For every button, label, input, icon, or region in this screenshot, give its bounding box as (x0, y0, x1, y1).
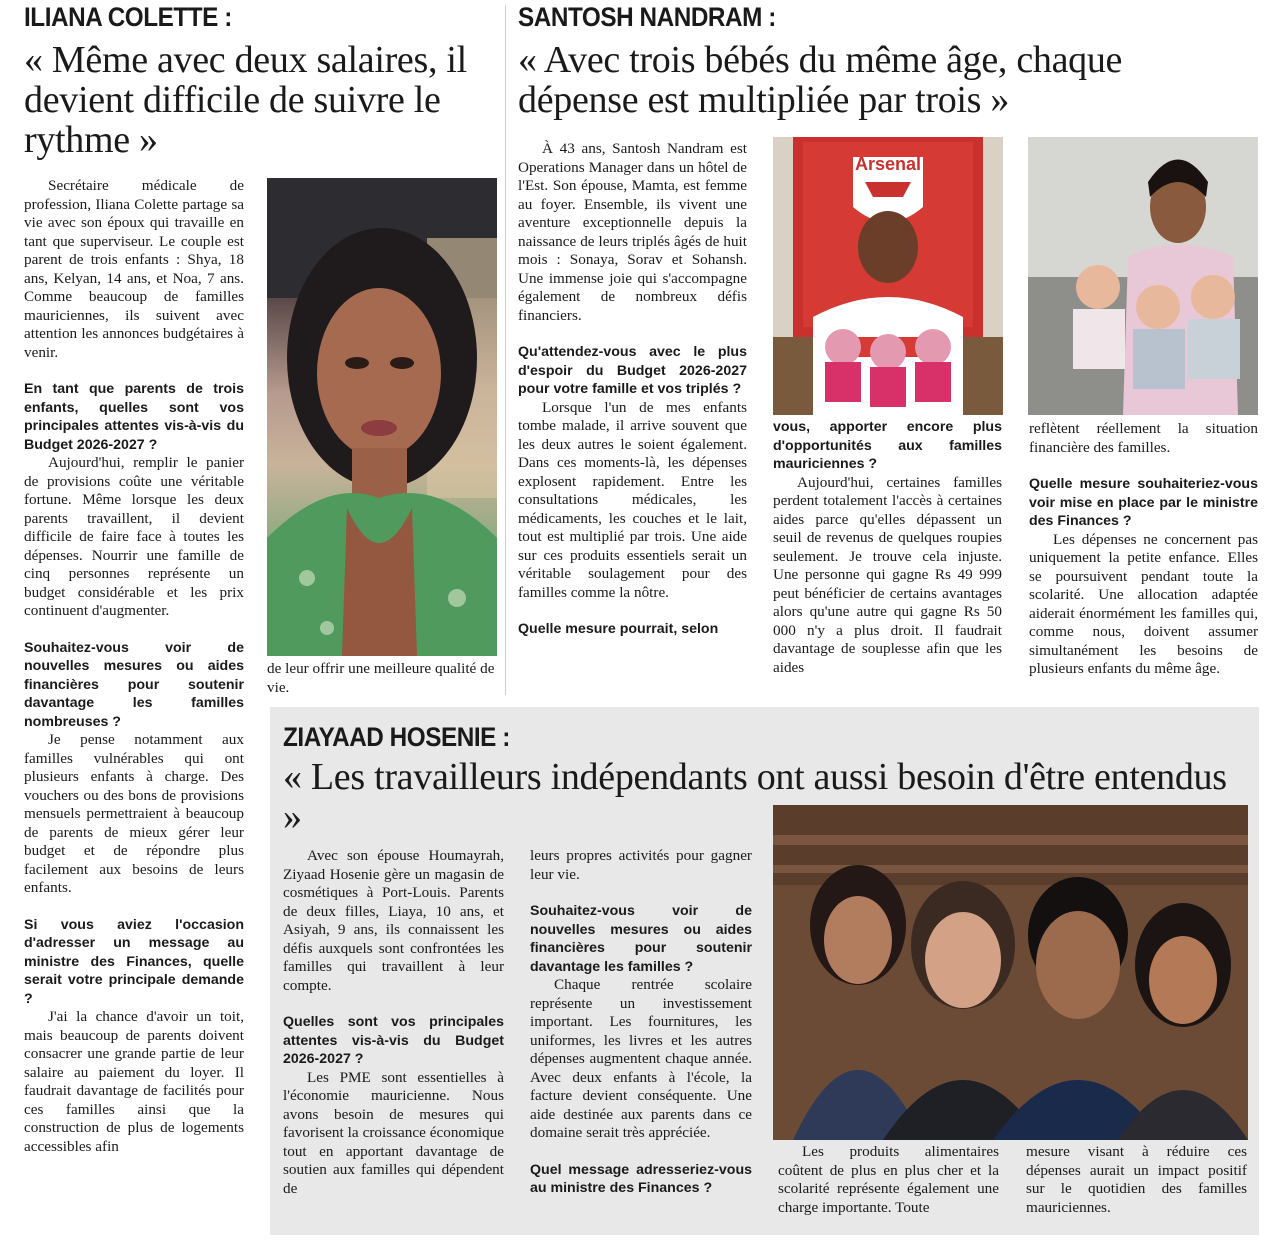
ziyaad-name: ZIAYAAD HOSENIE : (283, 722, 510, 752)
arsenal-logo-text: Arsenal (854, 154, 922, 174)
mother-triplets-illustration (1028, 137, 1258, 415)
ziyaad-question-3: Quel message adresseriez-vous au ministre des Finances ? (530, 1161, 752, 1196)
iliana-answer-1: Aujourd'hui, remplir le panier de provisions coûte une véritable fortune. Même lorsque les deux parents travaillent, il devient difficile de faire face à toutes les dépenses. Nourrir une famille de cinq personnes représente un budget considérable et les prix continuent d'augmenter. (24, 454, 244, 619)
santosh-photo-mother (1028, 137, 1258, 415)
santosh-question-3: Quelle mesure souhaiteriez-vous voir mise en place par le ministre des Finances ? (1029, 476, 1258, 529)
ziyaad-answer-2: Chaque rentrée scolaire représente un investissement important. Les fournitures, les uniformes, les livres et les autres dépenses augmentent chaque année. Avec deux enfants à l'école, la facture devient conséquente. Une aide destinée aux parents dans ce domaine serait très appréciée. (530, 976, 752, 1141)
santosh-intro: À 43 ans, Santosh Nandram est Operations Manager dans un hôtel de l'Est. Son épouse, Mamta, est femme au foyer. Ensemble, ils vivent une aventure exceptionnelle depuis la naissance de leurs triplés âgés de huit mois : Sonaya, Sorav et Sohansh. Une immense joie qui s'accompagne également de nombreux défis financiers. (518, 140, 747, 324)
santosh-answer-2: Aujourd'hui, certaines familles perdent totalement l'accès à certaines aides parce qu'elles dépassent un seuil de revenus de quelques roupies seulement. Je trouve cela injuste. Une personne qui gagne Rs 49 999 peut bénéficier de certains avantages alors qu'une autre qui gagne Rs 50 000 n'y a plus droit. Il faudrait davantage de souplesse afin que les aides (773, 473, 1002, 676)
ziyaad-answer-3-end: mesure visant à réduire ces dépenses aurait un impact positif sur le quotidien des familles mauriciennes. (1026, 1143, 1247, 1216)
ziyaad-answer-1: Les PME sont essentielles à l'économie mauricienne. Nous avons besoin de mesures qui favorisent la croissance économique tout en apportant davantage de soutien aux familles qui dépendent de (283, 1068, 504, 1197)
ziyaad-question-2: Souhaitez-vous voir de nouvelles mesures ou aides financières pour soutenir davantage les familles ? (530, 903, 752, 975)
iliana-continuation: de leur offrir une meilleure qualité de vie. (267, 660, 495, 696)
iliana-answer-2: Je pense notamment aux familles vulnérables qui ont plusieurs enfants à charge. Des vouchers ou des bons de provisions mensuels permettraient à beaucoup de parents de mieux gérer leur budget et de répondre plus facilement aux besoins de leurs enfants. (24, 731, 244, 896)
ziyaad-intro: Avec son épouse Houmayrah, Ziyaad Hosenie gère un magasin de cosmétiques à Port-Louis. Parents de deux filles, Liaya, 10 ans, et Asiyah, 9 ans, ils connaissent les défis auxquels sont confrontées les familles qui travaillent à leur compte. (283, 847, 504, 994)
santosh-question-1: Qu'attendez-vous avec le plus d'espoir du Budget 2026-2027 pour votre famille et vos triplés ? (518, 344, 747, 397)
ziyaad-answer-3-start: Les produits alimentaires coûtent de plus en plus cher et la scolarité représente également une charge importante. Toute (778, 1143, 999, 1216)
santosh-col-1 (518, 140, 747, 639)
iliana-question-2: Souhaitez-vous voir de nouvelles mesures ou aides financières pour soutenir davantage les familles nombreuses ? (24, 639, 244, 730)
ziyaad-col-3 (778, 1143, 999, 1217)
santosh-question-2-start: Quelle mesure pourrait, selon (518, 621, 719, 637)
santosh-answer-3: Les dépenses ne concernent pas uniquement la petite enfance. Elles se poursuivent pendant toute la scolarité. Une allocation adaptée aiderait énormément les familles qui, comme nous, doivent assumer simultanément les besoins de plusieurs enfants du même âge. (1029, 530, 1258, 677)
santosh-name: SANTOSH NANDRAM : (518, 2, 776, 32)
santosh-photo-father (773, 137, 1003, 415)
iliana-photo (267, 178, 497, 656)
iliana-question-3: Si vous aviez l'occasion d'adresser un message au ministre des Finances, quelle serait votre principale demande ? (24, 916, 244, 1007)
santosh-answer-1: Lorsque l'un de mes enfants tombe malade, il arrive souvent que les deux autres le soient également. Dans ces moments-là, les dépenses explosent rapidement. Entre les consultations médicales, les médicaments, les couches et le lait, tout est multiplié par trois. Une aide sur ces produits essentiels serait un véritable soulagement pour des familles comme la nôtre. (518, 398, 747, 601)
iliana-intro: Secrétaire médicale de profession, Iliana Colette partage sa vie avec son époux qui travaille en tant que superviseur. Le couple est parent de trois enfants : Shya, 18 ans, Kelyan, 14 ans, et Noa, 7 ans. Comme beaucoup de familles mauriciennes, ils suivent avec attention les annonces budgétaires à venir. En tant que parents de trois enfants, quelles sont vos principales attentes vis-à-vis du Budget 2026-2027 ? Aujourd'hui, remplir le panier de provisions coûte une véritable fortune. Même lorsque les deux parents travaillent, il devient difficile de faire face à toutes les dépenses. Nourrir une famille de cinq personnes représente un budget considérable et les prix continuent d'augmenter. Souhaitez-vous voir de nouvelles mesures ou aides financières pour soutenir davantage les familles nombreuses ? Je pense notamment aux familles vulnérables qui ont plusieurs enfants à charge. Des vouchers ou des bons de provisions mensuels permettraient à beaucoup de parents de mieux gérer leur budget et de répondre plus facilement aux besoins de leurs enfants. Si vous aviez l'occasion d'adresser un message au ministre des Finances, quelle serait votre principale demande ? J'ai la chance d'avoir un toit, mais beaucoup de parents doivent consacrer une grande partie de leur salaire au paiement du loyer. Il faudrait davantage de facilités pour ces familles ainsi que la construction de plus de logements accessibles afin (24, 177, 244, 1155)
santosh-question-2-end: vous, apporter encore plus d'opportunités aux familles mauriciennes ? (773, 419, 1002, 472)
santosh-col-3 (1029, 420, 1258, 679)
portrait-illustration (267, 178, 497, 656)
santosh-answer-2-cont: reflètent réellement la situation financière des familles. (1029, 420, 1258, 456)
ziyaad-question-1: Quelles sont vos principales attentes vis-à-vis du Budget 2026-2027 ? (283, 1014, 504, 1067)
santosh-col-2 (773, 418, 1002, 677)
iliana-answer-3: J'ai la chance d'avoir un toit, mais beaucoup de parents doivent consacrer une grande partie de leur salaire au paiement du loyer. Il faudrait davantage de facilités pour ces familles ainsi que la construction de plus de logements accessibles afin (24, 1008, 244, 1155)
father-triplets-illustration (773, 137, 1003, 415)
iliana-question-1: En tant que parents de trois enfants, quelles sont vos principales attentes vis-à-vis du Budget 2026-2027 ? (24, 381, 244, 453)
santosh-quote: « Avec trois bébés du même âge, chaque dépense est multipliée par trois » (518, 39, 1123, 121)
ziyaad-family-photo (773, 805, 1248, 1140)
family-selfie-illustration (773, 805, 1248, 1140)
ziyaad-col-1 (283, 847, 504, 1198)
ziyaad-col-2 (530, 847, 752, 1198)
ziyaad-quote: « Les travailleurs indépendants ont aussi besoin d'être entendus » (283, 756, 1227, 838)
column-rule (505, 5, 506, 695)
iliana-name: ILIANA COLETTE : (24, 2, 232, 32)
ziyaad-answer-1-cont: leurs propres activités pour gagner leur vie. (530, 847, 752, 883)
ziyaad-col-4 (1026, 1143, 1247, 1217)
iliana-quote: « Même avec deux salaires, il devient difficile de suivre le rythme » (24, 39, 467, 161)
